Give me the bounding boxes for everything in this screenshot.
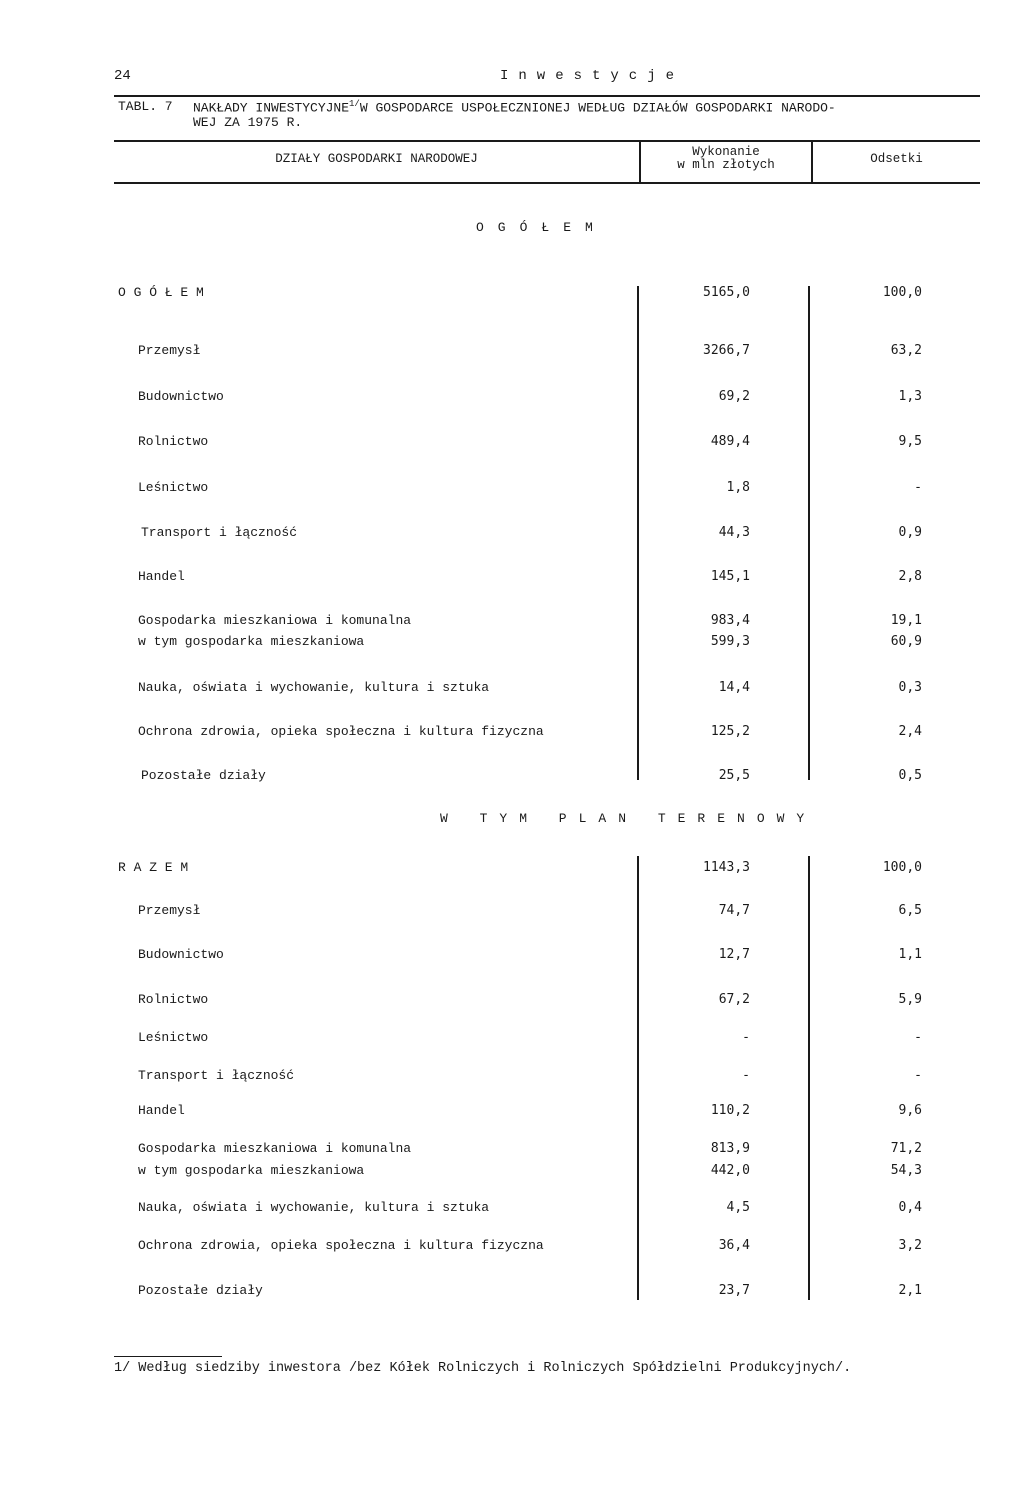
header-col-percent: Odsetki xyxy=(870,152,923,166)
rule-header-top xyxy=(114,140,980,142)
row-label: Ochrona zdrowia, opieka społeczna i kultura fizyczna xyxy=(138,724,544,739)
row-value: 74,7 xyxy=(718,903,750,918)
row-label: Przemysł xyxy=(138,343,201,358)
row-percent: 0,9 xyxy=(898,525,922,540)
row-value: 44,3 xyxy=(718,525,750,540)
header-col-value-line1: Wykonanie xyxy=(692,145,760,159)
row-percent: 100,0 xyxy=(882,285,922,300)
row-value: 67,2 xyxy=(718,992,750,1007)
row-label: Budownictwo xyxy=(138,389,224,404)
row-label: Nauka, oświata i wychowanie, kultura i sztuka xyxy=(138,680,490,695)
row-percent: 54,3 xyxy=(890,1163,922,1178)
row-value: 69,2 xyxy=(718,389,750,404)
row-value: 25,5 xyxy=(718,768,750,783)
row-label: Rolnictwo xyxy=(138,992,209,1007)
row-percent: 6,5 xyxy=(898,903,922,918)
row-value: - xyxy=(742,1030,750,1045)
row-value: 12,7 xyxy=(718,947,750,962)
row-value: 145,1 xyxy=(710,569,750,584)
row-percent: 2,8 xyxy=(898,569,922,584)
row-label: Pozostałe działy xyxy=(141,768,266,783)
row-percent: 3,2 xyxy=(898,1238,922,1253)
table-title-line1 xyxy=(193,99,836,115)
table-title-rest: W GOSPODARCE USPOŁECZNIONEJ WEDŁUG DZIAŁÓW GOSPODARKI NARODO- xyxy=(359,100,836,116)
row-value: 489,4 xyxy=(710,434,750,449)
row-percent: 0,3 xyxy=(898,680,922,695)
row-label: Transport i łączność xyxy=(141,525,298,540)
row-value: - xyxy=(742,1068,750,1083)
row-label: Gospodarka mieszkaniowa i komunalna xyxy=(138,613,412,628)
table-title-start: NAKŁADY INWESTYCYJNE xyxy=(193,100,350,116)
section2-title: W TYM PLAN TERENOWY xyxy=(440,811,817,826)
row-label: w tym gospodarka mieszkaniowa xyxy=(138,634,365,649)
row-value: 983,4 xyxy=(710,613,750,628)
row-percent: - xyxy=(914,1068,922,1083)
row-label: R A Z E M xyxy=(118,860,189,875)
row-label: Przemysł xyxy=(138,903,201,918)
rule-top xyxy=(114,95,980,97)
table-label: TABL. 7 xyxy=(118,99,173,114)
row-percent: 71,2 xyxy=(890,1141,922,1156)
rule-header-bottom xyxy=(114,182,980,184)
footnote-marker: 1/ xyxy=(349,99,360,109)
row-value: 3266,7 xyxy=(703,343,750,358)
row-label: Handel xyxy=(138,569,185,584)
row-label: Gospodarka mieszkaniowa i komunalna xyxy=(138,1141,412,1156)
row-percent: 5,9 xyxy=(898,992,922,1007)
row-label: Budownictwo xyxy=(138,947,224,962)
row-percent: 0,5 xyxy=(898,768,922,783)
row-percent: 63,2 xyxy=(890,343,922,358)
row-value: 599,3 xyxy=(710,634,750,649)
row-percent: 19,1 xyxy=(890,613,922,628)
row-value: 14,4 xyxy=(718,680,750,695)
row-percent: 0,4 xyxy=(898,1200,922,1215)
table-title-line2: WEJ ZA 1975 R. xyxy=(193,115,303,130)
row-percent: 9,6 xyxy=(898,1103,922,1118)
row-value: 5165,0 xyxy=(703,285,750,300)
row-percent: 60,9 xyxy=(890,634,922,649)
footnote-rule xyxy=(114,1356,222,1357)
header-col-value xyxy=(641,146,811,172)
row-value: 4,5 xyxy=(726,1200,750,1215)
page-number: 24 xyxy=(114,68,131,84)
row-label: Leśnictwo xyxy=(138,1030,209,1045)
row-percent: - xyxy=(914,480,922,495)
row-percent: 1,3 xyxy=(898,389,922,404)
row-value: 813,9 xyxy=(710,1141,750,1156)
row-value: 23,7 xyxy=(718,1283,750,1298)
row-value: 1,8 xyxy=(726,480,750,495)
row-label: O G Ó Ł E M xyxy=(118,285,204,300)
header-col-value-line2: w mln złotych xyxy=(677,158,775,172)
row-percent: 1,1 xyxy=(898,947,922,962)
row-percent: 100,0 xyxy=(882,860,922,875)
row-label: Transport i łączność xyxy=(138,1068,295,1083)
row-label: Nauka, oświata i wychowanie, kultura i sztuka xyxy=(138,1200,490,1215)
row-label: Rolnictwo xyxy=(138,434,209,449)
section1-title: OGÓŁEM xyxy=(476,220,607,235)
row-label: w tym gospodarka mieszkaniowa xyxy=(138,1163,365,1178)
row-label: Ochrona zdrowia, opieka społeczna i kultura fizyczna xyxy=(138,1238,544,1253)
row-value: 1143,3 xyxy=(703,860,750,875)
row-percent: 2,4 xyxy=(898,724,922,739)
header-col-sections: DZIAŁY GOSPODARKI NARODOWEJ xyxy=(275,152,478,166)
row-percent: - xyxy=(914,1030,922,1045)
row-percent: 9,5 xyxy=(898,434,922,449)
row-value: 36,4 xyxy=(718,1238,750,1253)
row-value: 125,2 xyxy=(710,724,750,739)
row-label: Pozostałe działy xyxy=(138,1283,263,1298)
row-label: Handel xyxy=(138,1103,185,1118)
running-title: Inwestycje xyxy=(500,68,685,84)
row-value: 110,2 xyxy=(710,1103,750,1118)
footnote: 1/ Według siedziby inwestora /bez Kółek Rolniczych i Rolniczych Spółdzielni Produkcyjnych/. xyxy=(114,1361,852,1376)
row-label: Leśnictwo xyxy=(138,480,209,495)
row-percent: 2,1 xyxy=(898,1283,922,1298)
row-value: 442,0 xyxy=(710,1163,750,1178)
